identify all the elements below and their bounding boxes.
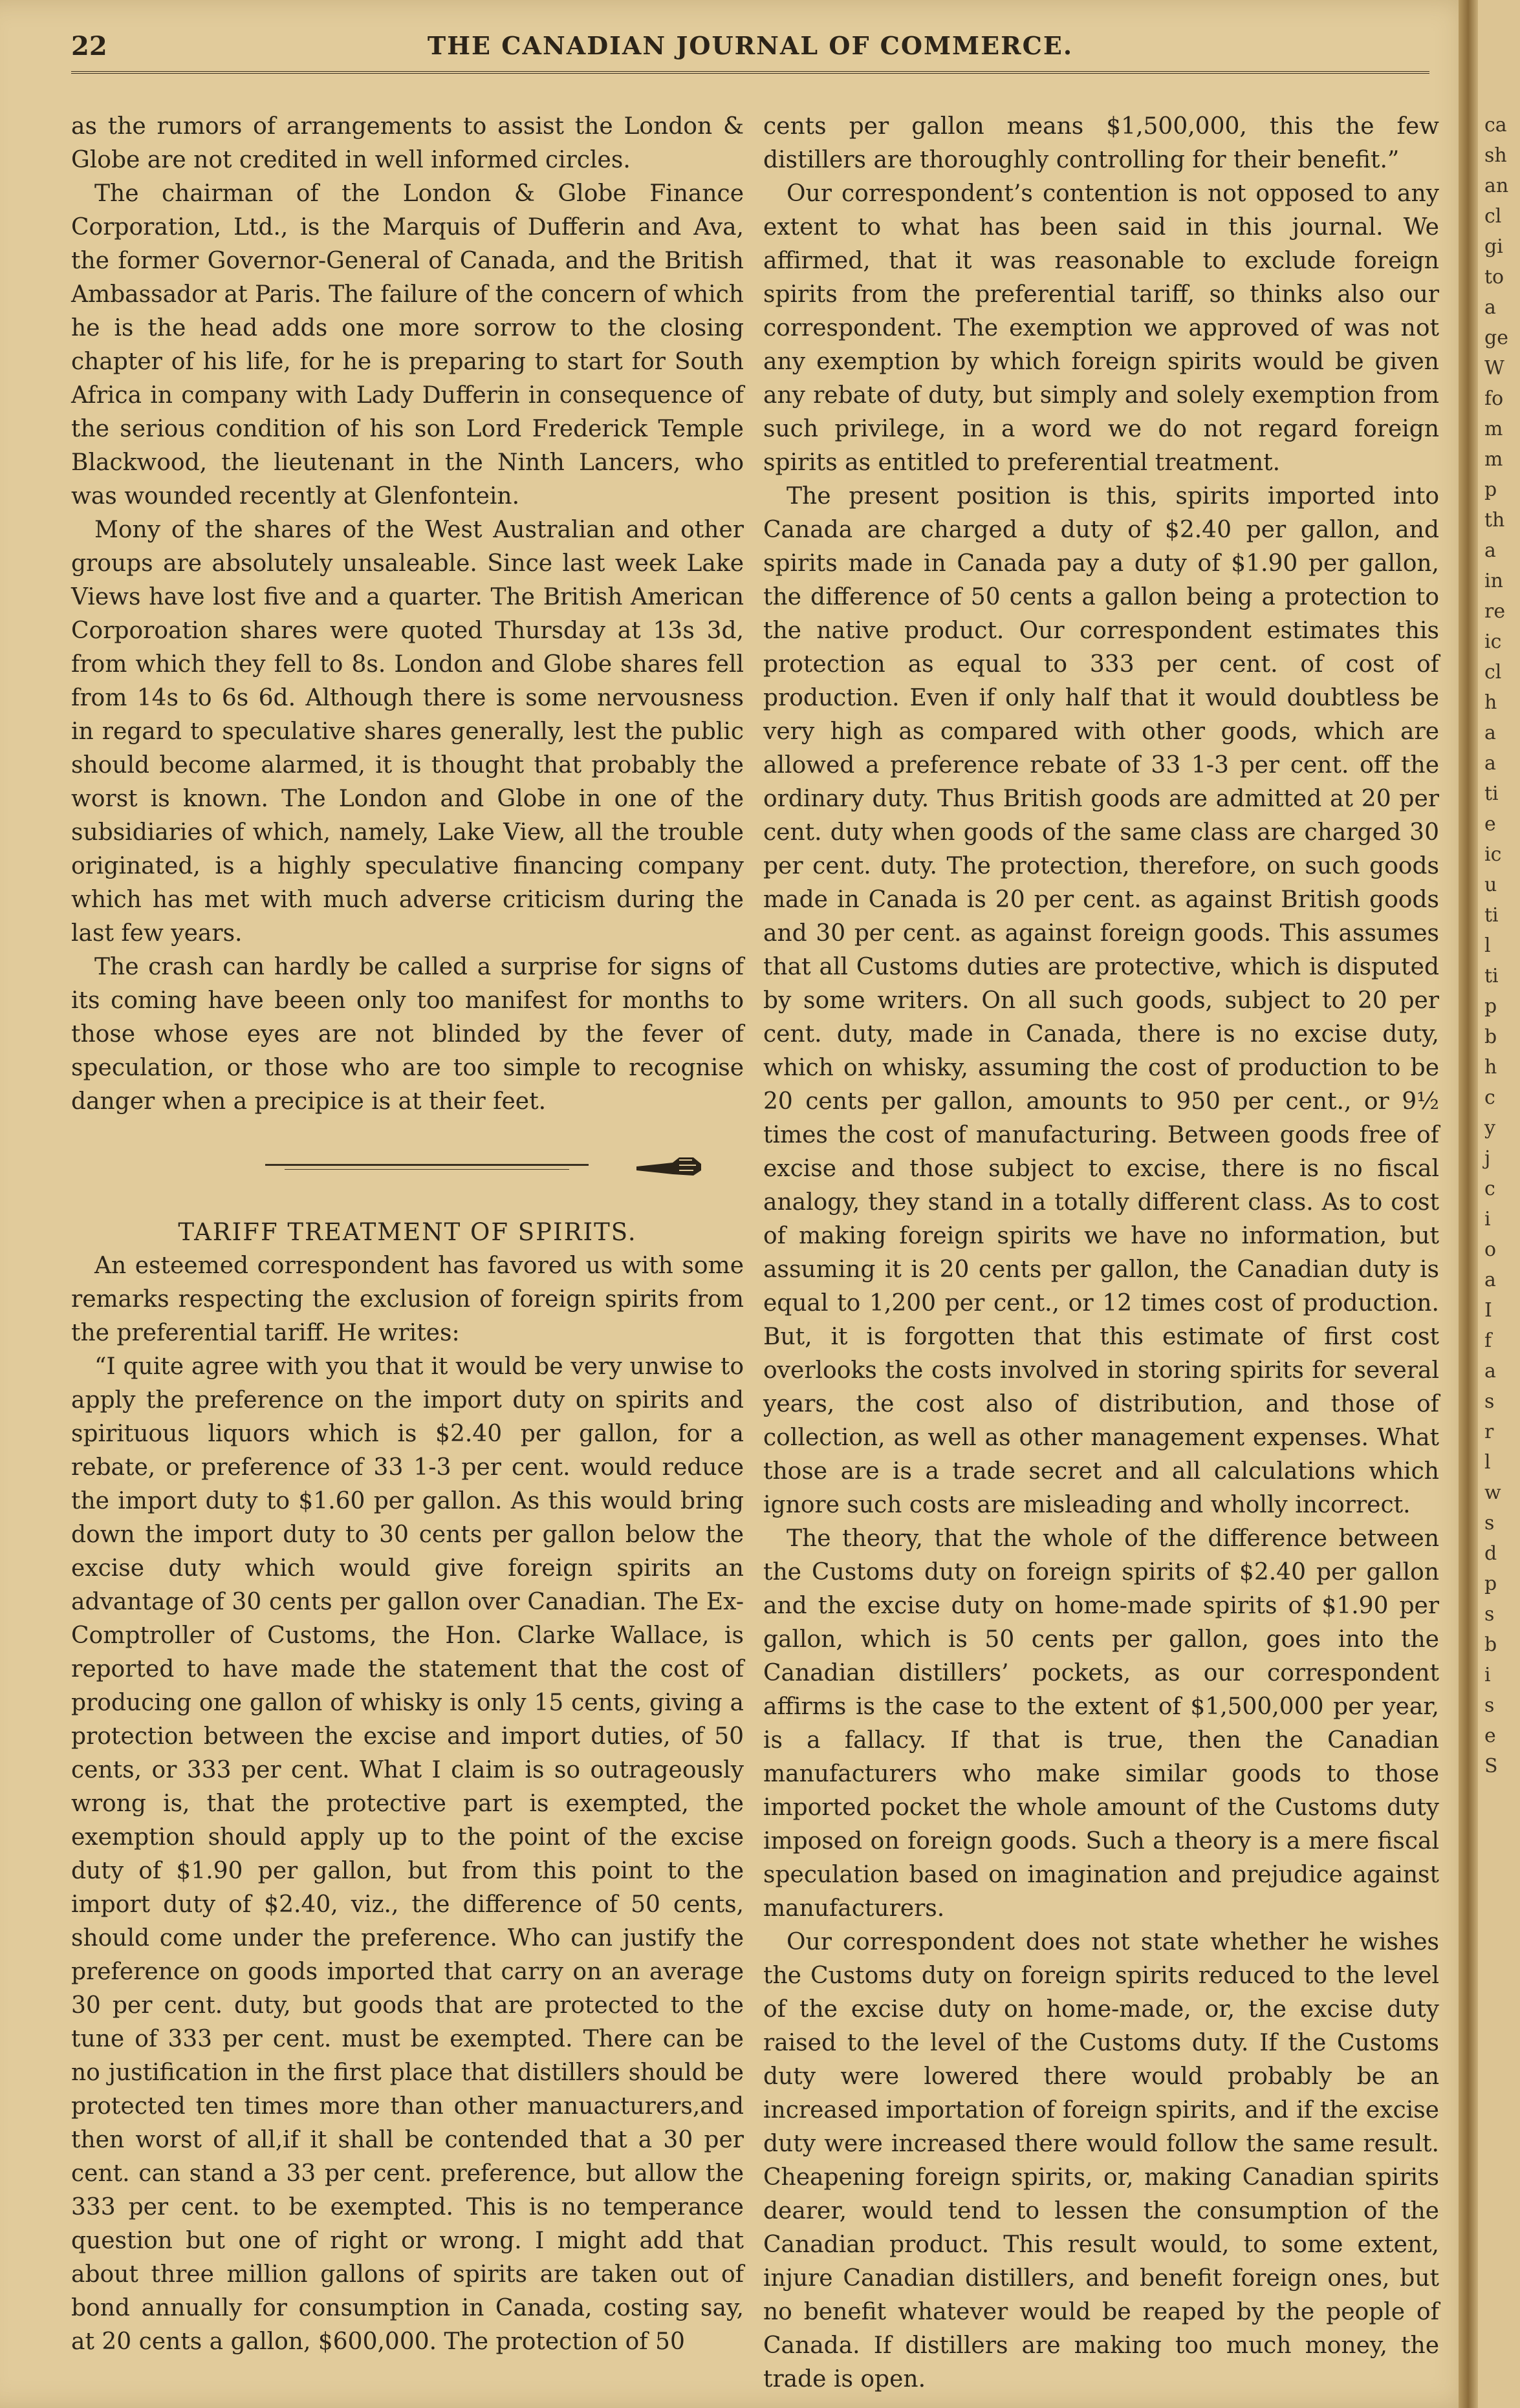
adjacent-page-fragment: l (1484, 934, 1491, 957)
left-column (71, 110, 744, 2359)
adjacent-page-fragment: re (1484, 600, 1506, 623)
adjacent-page-fragment: p (1484, 995, 1497, 1018)
section-title: TARIFF TREATMENT OF SPIRITS. (178, 1218, 637, 1246)
adjacent-page-fragment: s (1484, 1603, 1495, 1626)
adjacent-page-fragment: s (1484, 1512, 1495, 1534)
paragraph: “I quite agree with you that it would be very unwise to apply the preference on the import duty on spirits and spirituous liquors which is $2.40 per gallon, for a rebate, or preference of 33 1-3 per cent. would reduce the import duty to $1.60 per gallon. As this would bring down the import duty to 30 cents per gallon below the excise duty which would give foreign spirits an advantage of 30 cents per gallon over Canadian. The Ex-Comptroller of Customs, the Hon. Clarke Wallace, is reported to have made the statement that the cost of producing one gallon of whisky is only 15 cents, giving a protection between the excise and import duties, of 50 cents, or 333 per cent. What I claim is so outrageously wrong is, that the protective part is exempted, the exemption should apply up to the point of the excise duty of $1.90 per gallon, but from this point to the import duty of $2.40, viz., the difference of 50 cents, should come under the preference. Who can justify the preference on goods imported that carry on an average 30 per cent. duty, but goods that are protected to the tune of 333 per cent. must be exempted. There can be no justification in the first place that distillers should be protected ten times more than other manuacturers,and then worst of all,if it shall be contended that a 30 per cent. can stand a 33 per cent. preference, but allow the 333 per cent. to be exempted. This is no temperance question but one of right or wrong. I might add that about three million gallons of spirits are taken out of bond annually for consumption in Canada, costing say, at 20 cents a gallon, $600,000. The protection of 50 (71, 1353, 744, 2355)
adjacent-page-fragment: e (1484, 1725, 1496, 1747)
adjacent-page-fragment: h (1484, 1056, 1497, 1079)
page-header (71, 26, 1429, 74)
adjacent-page-fragment: f (1484, 1329, 1492, 1352)
adjacent-page-fragment: gi (1484, 235, 1503, 258)
adjacent-page-fragment: r (1484, 1421, 1494, 1443)
adjacent-page-fragment: I (1484, 1299, 1492, 1322)
journal-title: THE CANADIAN JOURNAL OF COMMERCE. (427, 31, 1074, 60)
adjacent-page-fragment: cl (1484, 661, 1502, 683)
adjacent-page-fragment: ic (1484, 630, 1502, 653)
right-column (763, 110, 1439, 2396)
adjacent-page-fragment: a (1484, 722, 1496, 744)
paragraph: Our correspondent does not state whether he wishes the Customs duty on foreign spirits reduced to the level of the excise duty on home-made, or, the excise duty raised to the level of the Customs duty. If the Customs duty were lowered there would probably be an increased importation of foreign spirits, and if the excise duty were increased there would follow the same result. Cheapening foreign spirits, or, making Canadian spirits dearer, would tend to lessen the consumption of the Canadian product. This result would, to some extent, injure Canadian distillers, and benefit foreign ones, but no benefit whatever would be reaped by the people of Canada. If distillers are making too much money, the trade is open. (763, 1929, 1439, 2392)
adjacent-page-fragment: c (1484, 1086, 1495, 1109)
adjacent-page-fragment: ti (1484, 965, 1499, 987)
adjacent-page-fragment: sh (1484, 144, 1507, 167)
adjacent-page-fragment: p (1484, 478, 1497, 501)
adjacent-page-fragment: ca (1484, 114, 1507, 136)
adjacent-page-fragment: u (1484, 874, 1497, 896)
paragraph: Mony of the shares of the West Australian and other groups are absolutely unsaleable. Since last week Lake Views have lost five and a quarter. The British American Corporoation shares were quoted Thursday at 13s 3d, from which they fell to 8s. London and Globe shares fell from 14s to 6s 6d. Although there is some nervousness in regard to speculative shares generally, lest the public should become alarmed, it is thought that probably the worst is known. The London and Globe in one of the subsidiaries of which, namely, Lake View, all the trouble originated, is a highly speculative financing company which has met with much adverse criticism during the last few years. (71, 517, 744, 947)
adjacent-page-fragment: a (1484, 1360, 1496, 1382)
adjacent-page-fragment: e (1484, 813, 1496, 835)
adjacent-page-fragment: i (1484, 1664, 1491, 1686)
adjacent-page-fragment: c (1484, 1177, 1495, 1200)
adjacent-page-fragment: m (1484, 448, 1503, 471)
paragraph: The chairman of the London & Globe Finance Corporation, Ltd., is the Marquis of Dufferin and Ava, the former Governor-General of Canada, and the British Ambassador at Paris. The failure of the concern of which he is the head adds one more sorrow to the closing chapter of his life, for he is preparing to start for South Africa in company with Lady Dufferin in consequence of the serious condition of his son Lord Frederick Temple Blackwood, the lieutenant in the Ninth Lancers, who was wounded recently at Glenfontein. (71, 180, 744, 510)
adjacent-page-fragment: b (1484, 1026, 1497, 1048)
adjacent-page-fragment: w (1484, 1481, 1501, 1504)
adjacent-page-fragment: th (1484, 509, 1505, 532)
adjacent-page-fragment: y (1484, 1117, 1495, 1139)
paragraph: The theory, that the whole of the difference between the Customs duty on foreign spirits of $2.40 per gallon and the excise duty on home-made spirits of $1.90 per gallon, which is 50 cents per gallon, goes into the Canadian distillers’ pockets, as our correspondent affirms is the case to the extent of $1,500,000 per year, is a fallacy. If that is true, then the Canadian manufacturers who make similar goods to those imported pocket the whole amount of the Customs duty imposed on foreign goods. Such a theory is a mere fiscal speculation based on imagination and prejudice against manufacturers. (763, 1525, 1439, 1922)
paragraph: as the rumors of arrangements to assist the London & Globe are not credited in well informed circles. (71, 113, 744, 173)
adjacent-page-fragment: a (1484, 539, 1496, 562)
adjacent-page-fragment: p (1484, 1573, 1497, 1595)
paragraph: The crash can hardly be called a surprise for signs of its coming have beeen only too manifest for months to those whose eyes are not blinded by the fever of speculation, or those who are too simple to recognise danger when a precipice is at their feet. (71, 954, 744, 1115)
adjacent-page-fragment: b (1484, 1633, 1497, 1656)
adjacent-page-fragment: ti (1484, 782, 1499, 805)
pointing-hand-ornament (634, 1150, 705, 1182)
adjacent-page-fragment: in (1484, 570, 1503, 592)
page-number: 22 (71, 31, 107, 61)
adjacent-page-fragment: ge (1484, 327, 1508, 349)
divider-rule-thin (285, 1169, 569, 1170)
adjacent-page-fragment: l (1484, 1451, 1491, 1474)
divider-rule (265, 1164, 589, 1166)
adjacent-page-fragment: ic (1484, 843, 1502, 866)
adjacent-page-fragment: S (1484, 1755, 1498, 1778)
adjacent-page-fragment: h (1484, 691, 1497, 714)
paragraph: Our correspondent’s contention is not opposed to any extent to what has been said in this journal. We affirmed, that it was reasonable to exclude foreign spirits from the preferential tariff, so thinks also our correspondent. The exemption we approved of was not any exemption by which foreign spirits would be given any rebate of duty, but simply and solely exemption from such privilege, in a word we do not regard foreign spirits as entitled to preferential treatment. (763, 180, 1439, 476)
adjacent-page-fragment: an (1484, 175, 1509, 197)
paragraph: An esteemed correspondent has favored us with some remarks respecting the exclusion of foreign spirits from the preferential tariff. He writes: (71, 1252, 744, 1346)
adjacent-page-fragment: s (1484, 1694, 1495, 1717)
adjacent-page-fragment: d (1484, 1542, 1497, 1565)
adjacent-page-fragment: cl (1484, 205, 1502, 228)
book-spine-shadow (1459, 0, 1478, 2408)
adjacent-page-fragment: j (1484, 1147, 1491, 1170)
adjacent-page-fragment: s (1484, 1390, 1495, 1413)
paragraph: The present position is this, spirits imported into Canada are charged a duty of $2.40 per gallon, and spirits made in Canada pay a duty of $1.90 per gallon, the difference of 50 cents a gallon being a protection to the native product. Our correspondent estimates this protection as equal to 333 per cent. of cost of production. Even if only half that it would doubtless be very high as compared with other goods, which are allowed a preference rebate of 33 1-3 per cent. off the ordinary duty. Thus British goods are admitted at 20 per cent. duty when goods of the same class are charged 30 per cent. duty. The protection, therefore, on such goods made in Canada is 20 per cent. as against British goods and 30 per cent. as against foreign goods. This assumes that all Customs duties are protective, which is disputed by some writers. On all such goods, subject to 20 per cent. duty, made in Canada, there is no excise duty, which on whisky, assuming the cost of production to be 20 cents per gallon, amounts to 950 per cent., or 9½ times the cost of manufacturing. Between goods free of excise and those subject to excise, there is no fiscal analogy, they stand in a totally different class. As to cost of making foreign spirits we have no information, but assuming it is 20 cents per gallon, the Canadian duty is equal to 1,200 per cent., or 12 times cost of production. But, it is forgotten that this estimate of first cost overlooks the costs involved in storing spirits for several years, the cost also of distribution, and those of collection, as well as other management expenses. What those are is a trade secret and all calculations which ignore such costs are misleading and wholly incorrect. (763, 483, 1439, 1518)
adjacent-page-fragment: fo (1484, 387, 1504, 410)
adjacent-page-fragment: W (1484, 357, 1504, 380)
adjacent-page-fragment: i (1484, 1208, 1491, 1231)
adjacent-page-fragment: a (1484, 752, 1496, 775)
adjacent-page-edge (1478, 0, 1520, 2408)
paragraph: cents per gallon means $1,500,000, this the few distillers are thoroughly controlling for their benefit.” (763, 113, 1439, 173)
adjacent-page-fragment: to (1484, 266, 1504, 288)
section-divider (71, 1132, 744, 1203)
adjacent-page-fragment: o (1484, 1238, 1497, 1261)
adjacent-page-fragment: a (1484, 296, 1496, 319)
adjacent-page-fragment: ti (1484, 904, 1499, 927)
adjacent-page-fragment: a (1484, 1269, 1496, 1291)
adjacent-page-fragment: m (1484, 418, 1503, 440)
